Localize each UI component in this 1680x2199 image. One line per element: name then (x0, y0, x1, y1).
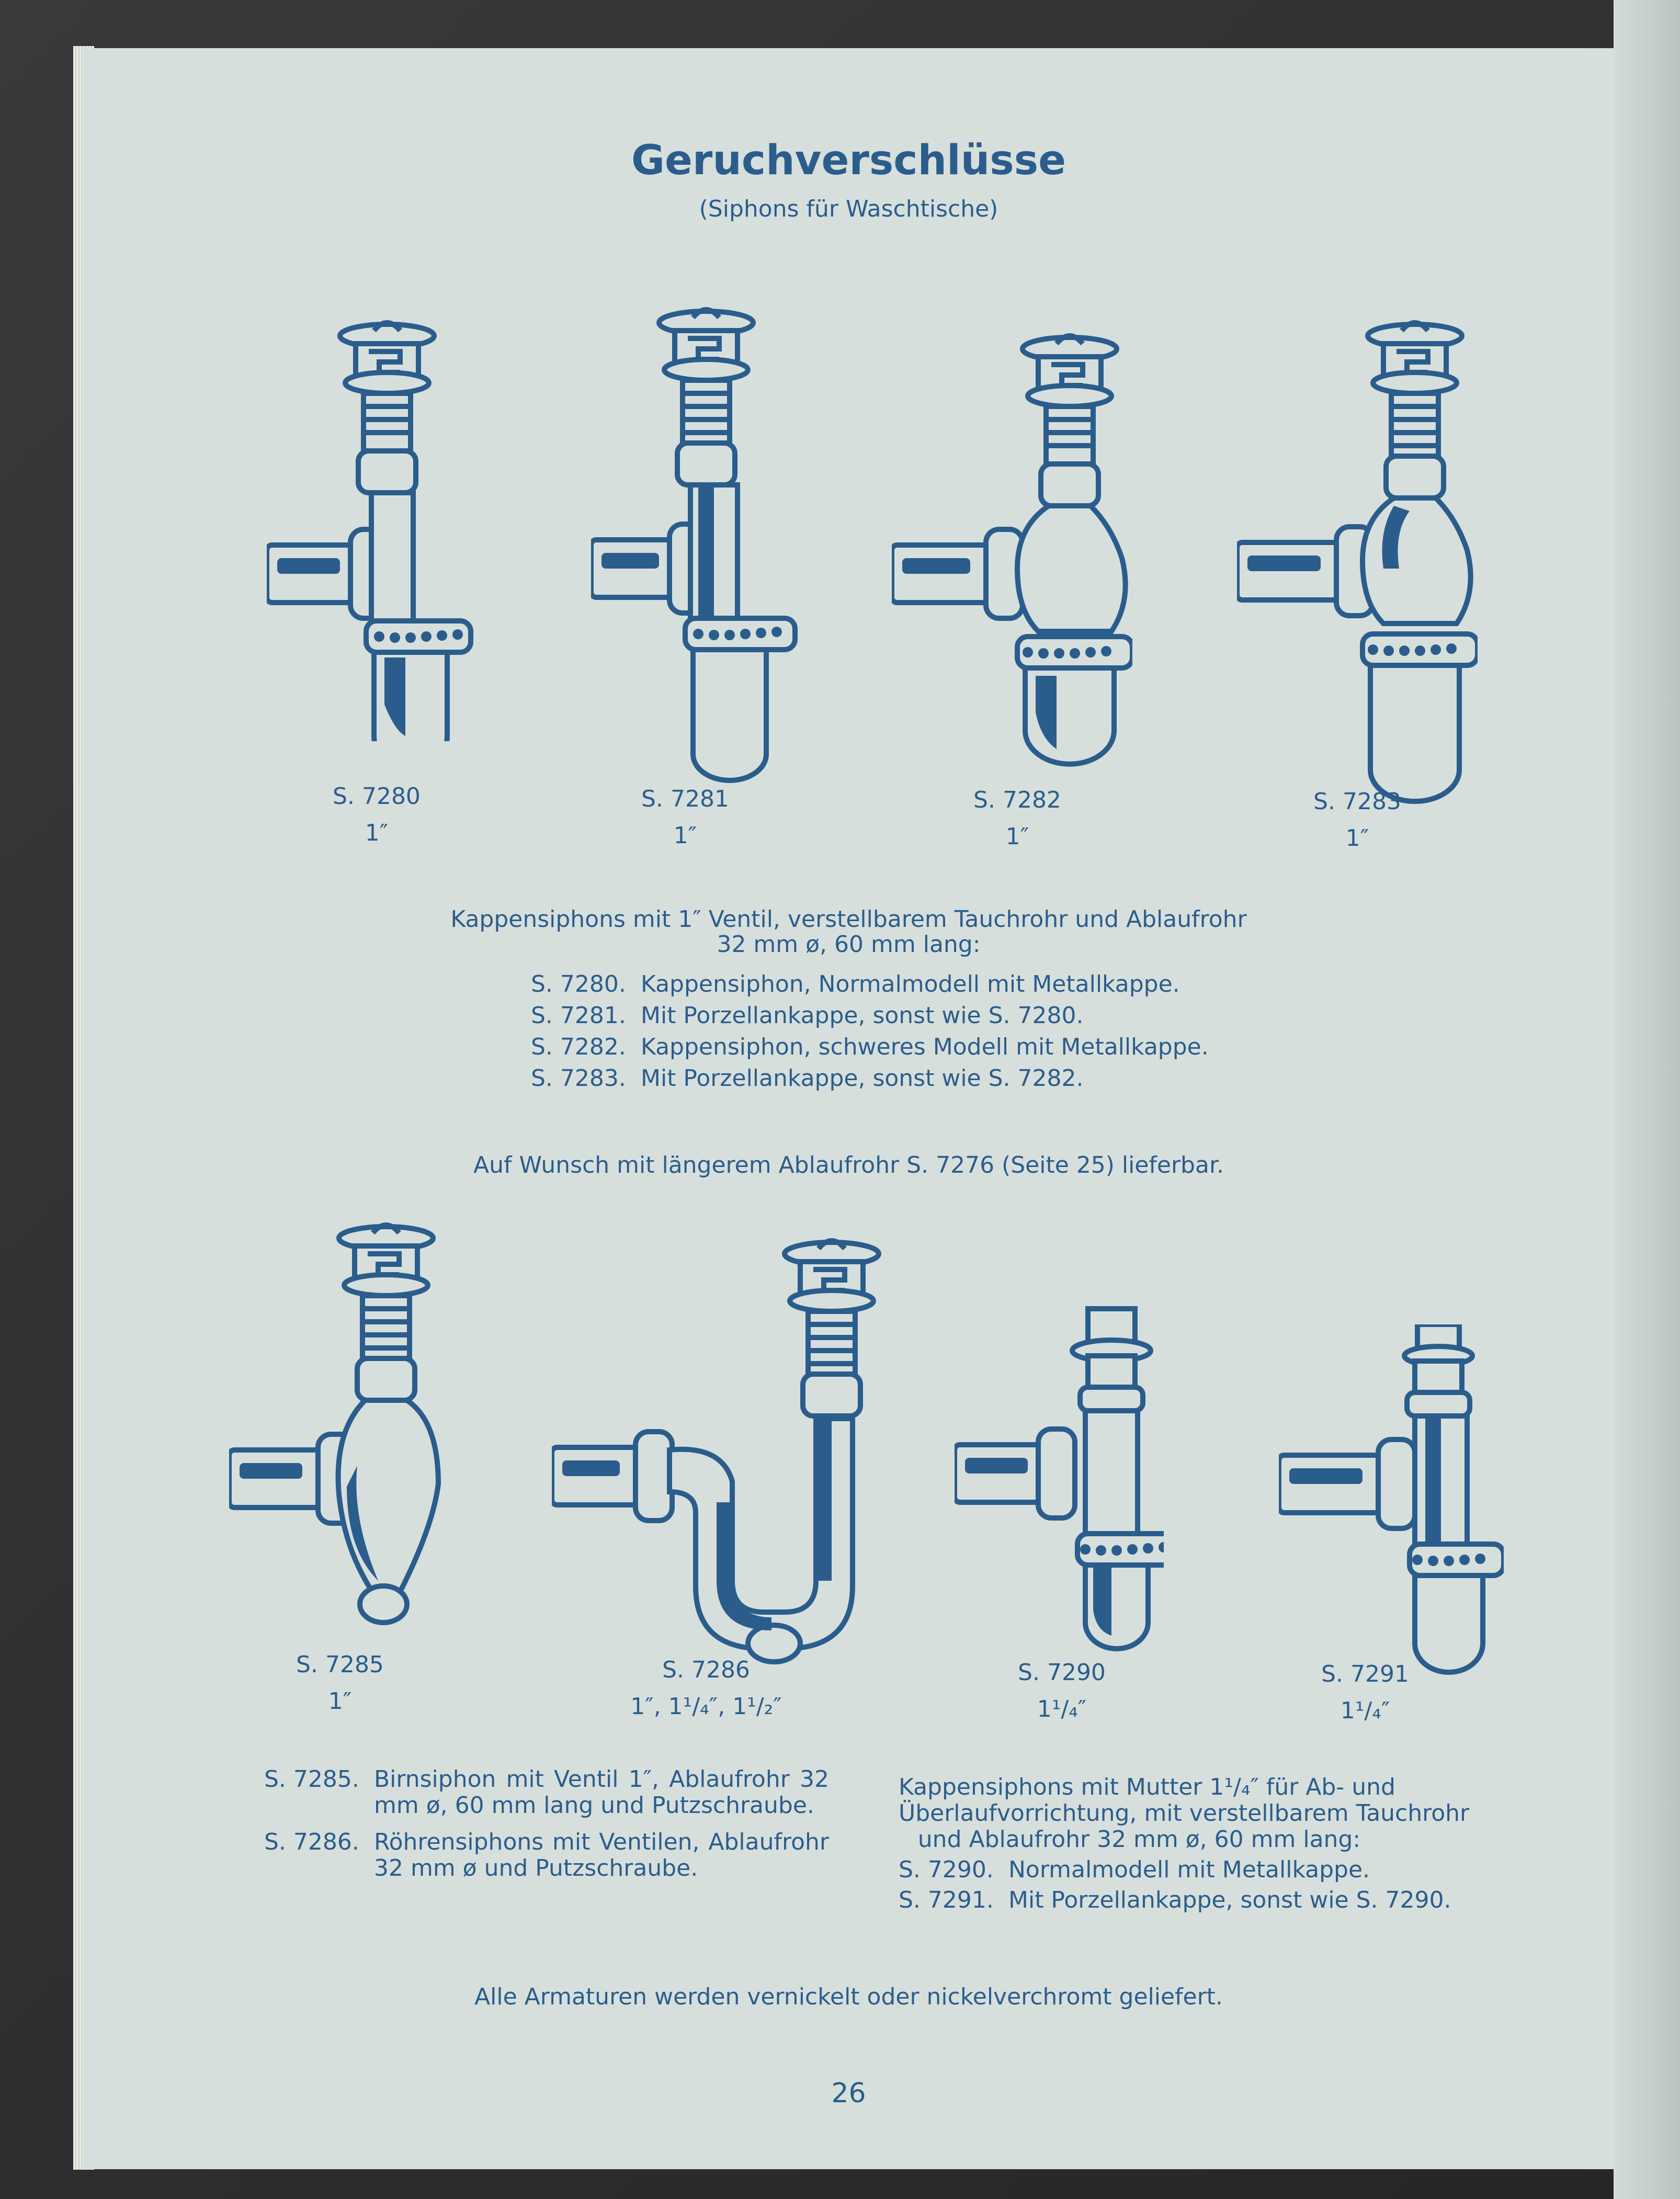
siphon-7281-icon (591, 299, 800, 786)
siphon-7282-icon (892, 325, 1132, 770)
item-code-7291: S. 7291 (1321, 1661, 1409, 1687)
section1-intro-line2: 32 mm ø, 60 mm lang: (717, 931, 981, 958)
item-code-7285: S. 7285 (296, 1651, 384, 1678)
list-item: S. 7290. Normalmodell mit Metallkappe. (899, 1856, 1370, 1883)
siphon-7283-icon (1237, 312, 1478, 820)
section2-right-intro-line1: Kappensiphons mit Mutter 1¹/₄″ für Ab- und (899, 1774, 1395, 1800)
section1-item-list (531, 969, 1209, 1094)
page-subtitle: (Siphons für Waschtische) (699, 196, 998, 222)
item-code-7280: S. 7280 (333, 783, 421, 810)
siphon-illustration-7285 (229, 1215, 449, 1633)
section1-intro-line1: Kappensiphons mit 1″ Ventil, verstellbarem Tauchrohr und Ablaufrohr (450, 906, 1247, 933)
item-code-7282: S. 7282 (973, 787, 1061, 813)
list-item: S. 7291. Mit Porzellankappe, sonst wie S. 7290. (899, 1887, 1451, 1913)
section1-note: Auf Wunsch mit längerem Ablaufrohr S. 7276 (Seite 25) lieferbar. (473, 1152, 1224, 1178)
list-item: S. 7280. Kappensiphon, Normalmodell mit Metallkappe. (531, 971, 1180, 998)
page-title: Geruchverschlüsse (631, 137, 1066, 184)
list-item: S. 7286. Röhrensiphons mit Ventilen, Ablaufrohr 32 mm ø und Putzschraube. (264, 1829, 829, 1881)
siphon-7280-icon (267, 312, 476, 741)
item-size-7283: 1″ (1345, 825, 1369, 852)
catalog-page (84, 48, 1614, 2169)
list-item: S. 7285. Birnsiphon mit Ventil 1″, Ablaufrohr 32 mm ø, 60 mm lang und Putzschraube. (264, 1766, 829, 1819)
siphon-7285-icon (229, 1215, 449, 1633)
item-size-7282: 1″ (1005, 823, 1029, 850)
item-size-7290: 1¹/₄″ (1037, 1696, 1087, 1722)
section2-left-descriptions (264, 1766, 913, 1881)
section2-right-intro-line3: und Ablaufrohr 32 mm ø, 60 mm lang: (917, 1826, 1361, 1853)
siphon-illustration-7291 (1279, 1324, 1504, 1691)
siphon-illustration-7281 (591, 299, 800, 786)
facing-page-edge (1614, 0, 1680, 2199)
siphon-illustration-7290 (955, 1303, 1164, 1659)
footer-note: Alle Armaturen werden vernickelt oder nickelverchromt geliefert. (474, 1983, 1223, 2010)
page-number: 26 (831, 2078, 866, 2109)
item-code-7290: S. 7290 (1018, 1659, 1106, 1686)
siphon-7286-icon (552, 1230, 949, 1670)
section2-right-intro-line2: Überlaufvorrichtung, mit verstellbarem Tauchrohr (899, 1800, 1470, 1827)
siphon-illustration-7283 (1237, 312, 1478, 820)
list-item: S. 7283. Mit Porzellankappe, sonst wie S. 7282. (531, 1065, 1084, 1092)
item-code-7281: S. 7281 (641, 786, 729, 812)
item-size-7281: 1″ (673, 822, 697, 849)
item-size-7291: 1¹/₄″ (1340, 1697, 1390, 1724)
section2-right-descriptions (899, 1774, 1474, 1913)
list-item: S. 7282. Kappensiphon, schweres Modell mit Metallkappe. (531, 1034, 1209, 1060)
item-size-7285: 1″ (328, 1688, 352, 1715)
siphon-7291-icon (1279, 1324, 1504, 1691)
item-code-7283: S. 7283 (1313, 788, 1401, 815)
item-size-7280: 1″ (365, 820, 389, 846)
item-size-7286: 1″, 1¹/₄″, 1¹/₂″ (630, 1693, 782, 1720)
list-item: S. 7281. Mit Porzellankappe, sonst wie S. 7280. (531, 1002, 1084, 1029)
siphon-7290-icon (955, 1303, 1164, 1659)
item-code-7286: S. 7286 (662, 1657, 750, 1683)
siphon-illustration-7286 (552, 1230, 949, 1670)
siphon-illustration-7282 (892, 325, 1132, 770)
siphon-illustration-7280 (267, 312, 476, 741)
